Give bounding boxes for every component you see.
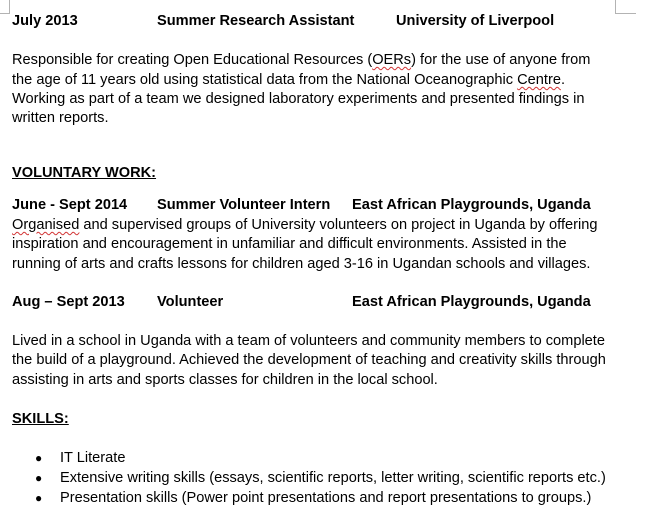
margin-corner-mark-left bbox=[0, 0, 10, 14]
volunteer1-organisation: East African Playgrounds, Uganda bbox=[352, 197, 591, 213]
job1-organisation: University of Liverpool bbox=[396, 13, 555, 29]
skill-it-literate: IT Literate bbox=[60, 450, 126, 466]
job1-role: Summer Research Assistant bbox=[157, 13, 355, 29]
volunteer2-desc-line-3: assisting in arts and sports classes for children in the local school. bbox=[12, 372, 438, 388]
voluntary-work-heading: VOLUNTARY WORK: bbox=[12, 165, 157, 181]
volunteer1-desc-line-1 bbox=[12, 216, 597, 234]
spelling-flag-organised[interactable]: Organised bbox=[12, 217, 80, 233]
volunteer1-desc-line-2: inspiration and encouragement in unfamiliar and difficult environments. Assisted in the bbox=[12, 236, 567, 252]
job1-desc-line-1 bbox=[12, 51, 590, 69]
volunteer2-organisation: East African Playgrounds, Uganda bbox=[352, 294, 591, 310]
volunteer1-role: Summer Volunteer Intern bbox=[157, 197, 331, 213]
volunteer2-date: Aug – Sept 2013 bbox=[12, 294, 125, 310]
volunteer1-date: June - Sept 2014 bbox=[12, 197, 128, 213]
volunteer2-desc-line-2: the build of a playground. Achieved the development of teaching and creativity skills through bbox=[12, 352, 606, 368]
bullet-icon: ● bbox=[35, 491, 43, 505]
job1-desc-line-2 bbox=[12, 71, 565, 89]
bullet-icon: ● bbox=[35, 471, 43, 485]
volunteer2-desc-line-1: Lived in a school in Uganda with a team of volunteers and community members to complete bbox=[12, 333, 605, 349]
skills-heading: SKILLS: bbox=[12, 411, 69, 427]
job1-date: July 2013 bbox=[12, 13, 78, 29]
job1-desc-line-2-start: the age of 11 years old using statistical data from the National Oceanographic bbox=[12, 72, 518, 88]
volunteer1-desc-line-1-rest: and supervised groups of University volunteers on project in Uganda by offering bbox=[79, 217, 598, 233]
skill-presentation: Presentation skills (Power point presentations and report presentations to groups.) bbox=[60, 490, 592, 506]
job1-desc-line-3: Working as part of a team we designed laboratory experiments and presented findings in bbox=[12, 91, 585, 107]
job1-desc-line-4: written reports. bbox=[12, 110, 109, 126]
job1-desc-line-1-start: Responsible for creating Open Educational Resources ( bbox=[12, 52, 373, 68]
margin-corner-mark-right bbox=[615, 0, 636, 14]
spelling-flag-centre[interactable]: Centre bbox=[517, 72, 561, 88]
volunteer1-desc-line-3: running of arts and crafts lessons for children aged 3-16 in Ugandan schools and villages. bbox=[12, 256, 591, 272]
job1-desc-line-2-end: . bbox=[560, 72, 566, 88]
job1-desc-line-1-end: ) for the use of anyone from bbox=[411, 52, 591, 68]
skill-writing: Extensive writing skills (essays, scientific reports, letter writing, scientific reports etc.) bbox=[60, 470, 606, 486]
volunteer2-role: Volunteer bbox=[157, 294, 224, 310]
spelling-flag-oers[interactable]: OERs bbox=[372, 52, 412, 68]
bullet-icon: ● bbox=[35, 451, 43, 465]
